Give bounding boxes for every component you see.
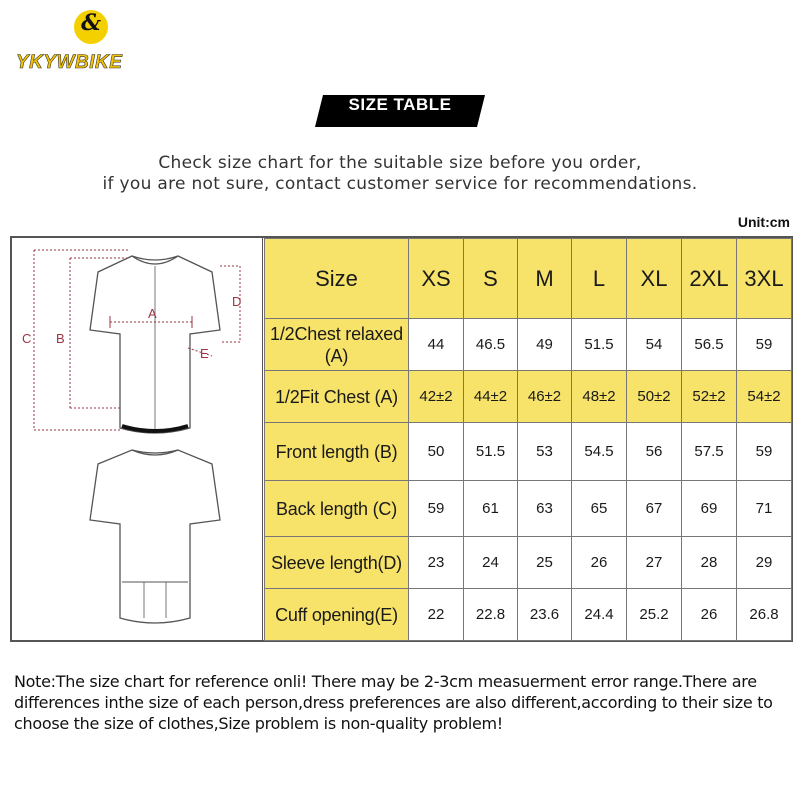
- table-cell: 59: [409, 481, 464, 537]
- table-cell: 65: [572, 481, 627, 537]
- row-label: 1/2Chest relaxed (A): [265, 319, 409, 371]
- table-cell: 59: [737, 319, 792, 371]
- table-row: [265, 589, 792, 641]
- jersey-diagram: [12, 238, 263, 640]
- size-2xl: 2XL: [682, 239, 737, 319]
- table-cell: 26.8: [737, 589, 792, 641]
- unit-label: Unit:cm: [737, 214, 790, 230]
- table-cell: 54±2: [737, 371, 792, 423]
- guide-label-b: B: [56, 331, 65, 346]
- size-s: S: [464, 239, 518, 319]
- intro-line-1: Check size chart for the suitable size before you order,: [158, 153, 642, 173]
- table-row: [265, 319, 792, 371]
- table-cell: 69: [682, 481, 737, 537]
- table-cell: 25: [518, 537, 572, 589]
- table-cell: 25.2: [627, 589, 682, 641]
- table-cell: 63: [518, 481, 572, 537]
- table-cell: 49: [518, 319, 572, 371]
- table-cell: 56: [627, 423, 682, 481]
- guide-label-d: D: [232, 294, 242, 309]
- guide-label-e: E: [200, 346, 209, 361]
- brand-logo: [12, 8, 162, 78]
- table-cell: 23: [409, 537, 464, 589]
- table-cell: 24.4: [572, 589, 627, 641]
- table-cell: 46.5: [464, 319, 518, 371]
- table-cell: 26: [572, 537, 627, 589]
- size-table: [264, 238, 792, 641]
- row-label: Front length (B): [265, 423, 409, 481]
- table-row: [265, 537, 792, 589]
- table-cell: 42±2: [409, 371, 464, 423]
- table-row: [265, 371, 792, 423]
- table-cell: 26: [682, 589, 737, 641]
- table-cell: 46±2: [518, 371, 572, 423]
- table-cell: 48±2: [572, 371, 627, 423]
- table-row: [265, 481, 792, 537]
- table-cell: 54.5: [572, 423, 627, 481]
- table-cell: 51.5: [464, 423, 518, 481]
- size-xs: XS: [409, 239, 464, 319]
- table-cell: 24: [464, 537, 518, 589]
- size-header-label: Size: [265, 239, 409, 319]
- table-cell: 29: [737, 537, 792, 589]
- logo-glyph-icon: &: [81, 10, 101, 36]
- row-label: Sleeve length(D): [265, 537, 409, 589]
- table-cell: 59: [737, 423, 792, 481]
- guide-label-a: A: [148, 306, 157, 321]
- table-cell: 67: [627, 481, 682, 537]
- row-label: Back length (C): [265, 481, 409, 537]
- table-cell: 28: [682, 537, 737, 589]
- guide-label-c: C: [22, 331, 32, 346]
- size-xl: XL: [627, 239, 682, 319]
- table-cell: 22: [409, 589, 464, 641]
- table-cell: 56.5: [682, 319, 737, 371]
- size-m: M: [518, 239, 572, 319]
- table-cell: 61: [464, 481, 518, 537]
- table-cell: 57.5: [682, 423, 737, 481]
- table-cell: 50±2: [627, 371, 682, 423]
- table-cell: 52±2: [682, 371, 737, 423]
- table-cell: 50: [409, 423, 464, 481]
- table-cell: 23.6: [518, 589, 572, 641]
- intro-line-2: if you are not sure, contact customer service for recommendations.: [102, 174, 698, 194]
- table-cell: 54: [627, 319, 682, 371]
- row-label: Cuff opening(E): [265, 589, 409, 641]
- front-jersey-icon: [90, 256, 220, 433]
- table-cell: 22.8: [464, 589, 518, 641]
- table-cell: 27: [627, 537, 682, 589]
- size-3xl: 3XL: [737, 239, 792, 319]
- table-cell: 71: [737, 481, 792, 537]
- size-table-banner: SIZE TABLE: [327, 95, 473, 127]
- table-cell: 44: [409, 319, 464, 371]
- brand-name: YKYWBIKE: [16, 52, 123, 73]
- table-cell: 53: [518, 423, 572, 481]
- disclaimer-note: Note:The size chart for reference onli! There may be 2-3cm measuerment error range.There are differences inthe size of each person,dress preferences are also different,according to their size to choose the size of clothes,Size problem is non-quality problem!: [14, 672, 773, 733]
- table-cell: 51.5: [572, 319, 627, 371]
- table-cell: 44±2: [464, 371, 518, 423]
- table-row: [265, 423, 792, 481]
- size-l: L: [572, 239, 627, 319]
- back-jersey-icon: [90, 450, 220, 623]
- row-label: 1/2Fit Chest (A): [265, 371, 409, 423]
- size-header-row: [265, 239, 792, 319]
